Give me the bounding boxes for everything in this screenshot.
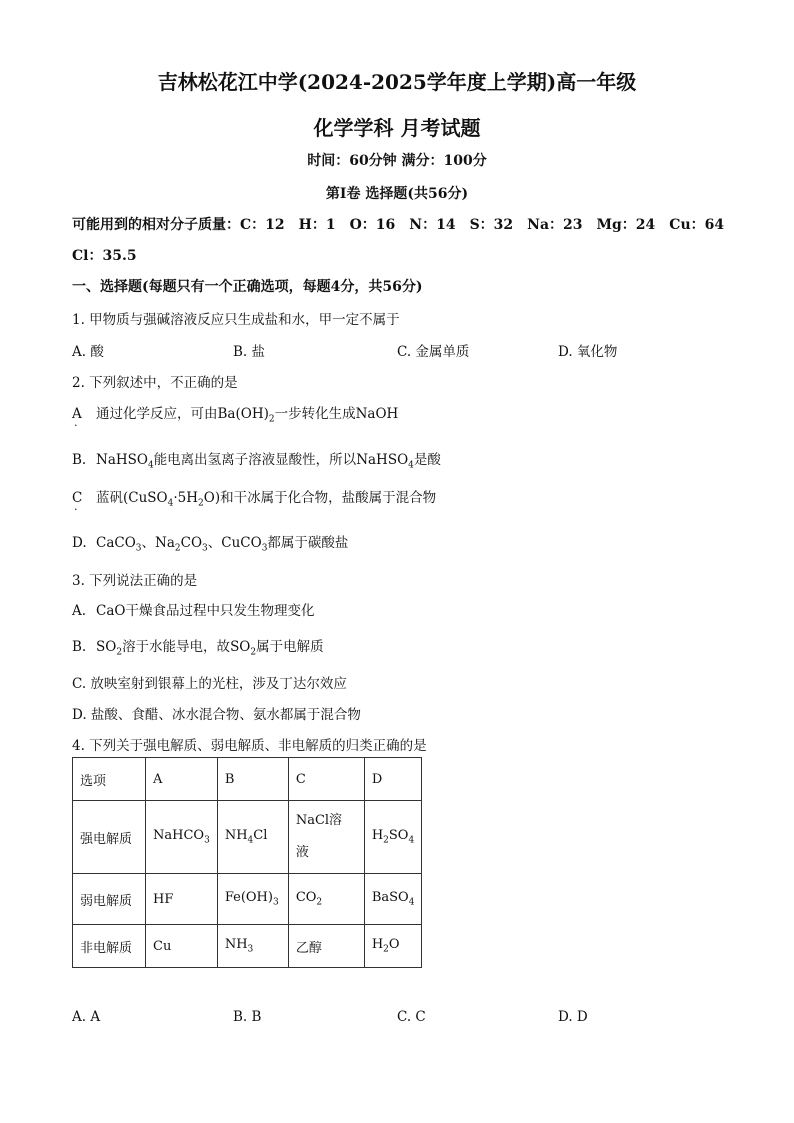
atomic-mass-label: 可能用到的相对分子质量：	[72, 217, 240, 233]
q4-option-a[interactable]: A. A	[72, 1009, 101, 1025]
table-cell: HF	[146, 874, 218, 925]
option-label: D.	[72, 535, 87, 551]
option-label: A.	[72, 603, 87, 619]
table-row-label: 强电解质	[73, 801, 146, 874]
q4-option-b[interactable]: B. B	[233, 1009, 262, 1025]
exam-title: 吉林松花江中学(2024-2025学年度上学期)高一年级	[157, 70, 637, 94]
table-header-row	[73, 758, 422, 801]
q2-option-b[interactable]: B. NaHSO$_4$能电离出氢离子溶液显酸性，所以NaHSO$_4$是酸	[72, 452, 441, 471]
atomic-mass-item: Cu：64	[669, 217, 725, 233]
q4-option-d[interactable]: D. D	[558, 1009, 588, 1025]
atomic-mass-item: Na：23	[527, 217, 583, 233]
table-row	[73, 925, 422, 968]
table-cell: D	[364, 758, 422, 801]
atomic-mass-item: H：1	[298, 217, 336, 233]
q1-option-d[interactable]: D. 氧化物	[558, 344, 618, 360]
atomic-mass-item: O：16	[349, 217, 396, 233]
table-cell: $H_2O$	[364, 925, 422, 968]
q1-option-b[interactable]: B. 盐	[233, 344, 266, 360]
volume-heading: 第Ⅰ卷 选择题(共56分)	[325, 186, 469, 202]
q3-option-c[interactable]: C. 放映室射到银幕上的光柱，涉及丁达尔效应	[72, 676, 347, 692]
table-row	[73, 874, 422, 925]
table-row	[73, 801, 422, 874]
table-cell: $H_2SO_4$	[364, 801, 422, 874]
table-cell: 选项	[73, 758, 146, 801]
question-1-stem: 1. 甲物质与强碱溶液反应只生成盐和水，甲一定不属于	[72, 312, 400, 328]
table-cell: Cu	[146, 925, 218, 968]
atomic-mass-item: C：12	[240, 217, 285, 233]
table-cell: BaSO$_4$	[364, 874, 422, 925]
q3-option-a[interactable]: A. CaO干燥食品过程中只发生物理变化	[72, 603, 315, 619]
table-row-label: 弱电解质	[73, 874, 146, 925]
table-cell: $CO_2$	[288, 874, 364, 925]
q3-option-b[interactable]: B. $SO_2$溶于水能导电，故$SO_2$属于电解质	[72, 639, 324, 658]
q1-option-a[interactable]: A. 酸	[72, 344, 104, 360]
table-cell: 乙醇	[288, 925, 364, 968]
q2-option-a[interactable]: A . 通过化学反应，可由$Ba(OH)_2$一步转化生成NaOH	[72, 402, 398, 425]
option-label: B.	[72, 452, 87, 468]
atomic-mass-line2: Cl：35.5	[72, 248, 137, 264]
table-cell: NaHCO$_3$	[146, 801, 218, 874]
atomic-mass-item: Mg：24	[596, 217, 656, 233]
table-cell: NaCl溶 液	[288, 801, 364, 874]
q2-option-c[interactable]: C . 蓝矾$(CuSO_4\cdot 5H_2O)$和干冰属于化合物，盐酸属于混合物	[72, 486, 436, 509]
atomic-mass-line1	[72, 214, 732, 234]
q4-option-c[interactable]: C. C	[397, 1009, 426, 1025]
table-cell: B	[217, 758, 288, 801]
option-label: A .	[72, 406, 96, 422]
q2-option-d[interactable]: D. CaCO$_3$、$Na_2CO_3$、CuCO$_3$都属于碳酸盐	[72, 535, 349, 554]
section-title: 一、选择题(每题只有一个正确选项，每题4分，共56分)	[72, 279, 423, 295]
exam-subtitle: 化学学科 月考试题	[313, 116, 481, 140]
table-cell: $Fe(OH)_3$	[217, 874, 288, 925]
table-row-label: 非电解质	[73, 925, 146, 968]
question-3-stem: 3. 下列说法正确的是	[72, 573, 198, 589]
atomic-mass-item: N：14	[409, 217, 456, 233]
exam-meta: 时间：60分钟 满分：100分	[307, 153, 487, 169]
question-2-stem: 2. 下列叙述中，不正确的是	[72, 375, 238, 391]
electrolyte-table	[72, 757, 422, 968]
table-cell: $NH_3$	[217, 925, 288, 968]
table-cell: $NH_4Cl$	[217, 801, 288, 874]
q1-option-c[interactable]: C. 金属单质	[397, 344, 470, 360]
q3-option-d[interactable]: D. 盐酸、食醋、冰水混合物、氨水都属于混合物	[72, 707, 361, 723]
table-cell: A	[146, 758, 218, 801]
option-label: B.	[72, 639, 87, 655]
table-cell: C	[288, 758, 364, 801]
question-4-stem: 4. 下列关于强电解质、弱电解质、非电解质的归类正确的是	[72, 738, 427, 754]
option-label: C .	[72, 490, 96, 506]
atomic-mass-item: S：32	[469, 217, 514, 233]
